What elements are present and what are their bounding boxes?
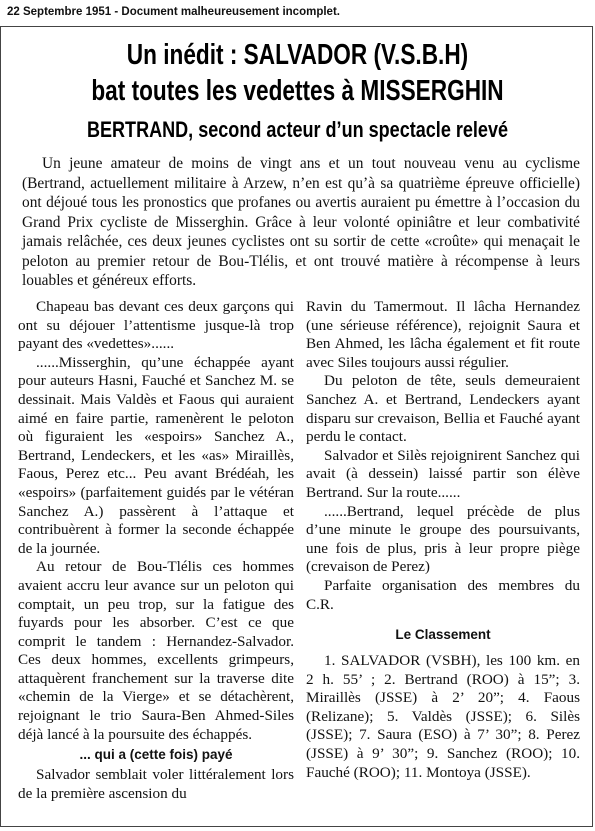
left-paragraph-1: Chapeau bas devant ces deux garçons qui ont su déjouer l’attentisme jusque-là trop payant des «vedettes»...... (18, 298, 294, 353)
document-caption: 22 Septembre 1951 - Document malheureusement incomplet. (7, 6, 340, 18)
right-column (306, 298, 580, 782)
classement-results: 1. SALVADOR (VSBH), les 100 km. en 2 h. 55’ ; 2. Bertrand (ROO) à 15”; 3. Miraillès (JSSE) à 2’ 20”; 4. Faous (Relizane); 5. Valdès (JSSE); 6. Silès (JSSE); 7. Saura (ESO) à 7’ 30”; 8. Perez (JSSE) à 9’ 30”; 9. Sanchez (ROO); 10. Fauché (ROO); 11. Montoya (JSSE). (306, 652, 580, 781)
section-subtitle: ... qui a (cette fois) payé (79, 747, 233, 763)
left-column (18, 298, 294, 803)
headline-line-1: Un inédit : SALVADOR (V.S.B.H) (126, 39, 469, 71)
headline-line-2: bat toutes les vedettes à MISSERGHIN (91, 75, 504, 107)
left-paragraph-2: ......Misserghin, qu’une échappée ayant pour auteurs Hasni, Fauché et Sanchez M. se dessinait. Mais Valdès et Faous qui auraient aimé en faire partie, ramenèrent le peloton où figuraient les «espoirs» Sanchez A., Bertrand, Lendeckers, et les «as» Miraillès, Faous, Perez etc... Peu avant Brédéah, les «espoirs» (parfaitement guidés par le vétéran Sanchez A.) passèrent à l’attaque et contribuèrent à former la seconde échappée de la journée. (18, 353, 294, 557)
right-paragraph-1: Ravin du Tamermout. Il lâcha Hernandez (une sérieuse référence), rejoignit Saura et Ben Ahmed, les lâcha également et fit route avec Siles toujours aussi régulier. (306, 298, 580, 371)
classement-title: Le Classement (395, 627, 491, 643)
left-paragraph-3: Au retour de Bou-Tlélis ces hommes avaient accru leur avance sur un peloton qui comptait, un peu trop, sur la fatigue des fuyards pour les absorber. C’est ce que comprit le tandem : Hernandez-Salvador. Ces deux hommes, excellents grimpeurs, attaquèrent franchement sur la traverse dite «chemin de la Vierge» et se détachèrent, rejoignant le trio Saura-Ben Ahmed-Siles déjà lancé à la poursuite des échappés. (18, 558, 294, 743)
left-paragraph-4: Salvador semblait voler littéralement lors de la première ascension du (18, 766, 294, 802)
right-paragraph-2: Du peloton de tête, seuls demeuraient Sanchez A. et Bertrand, Lendeckers ayant disparu sur crevaison, Bellia et Fauché ayant perdu le contact. (306, 372, 580, 446)
right-paragraph-5: Parfaite organisation des membres du C.R. (306, 576, 580, 613)
subheadline: BERTRAND, second acteur d’un spectacle relevé (86, 117, 509, 142)
right-paragraph-4: ......Bertrand, lequel précède de plus d’une minute le groupe des poursuivants, une fois de plus, pris à leur propre piège (crevaison de Perez) (306, 502, 580, 576)
right-paragraph-3: Salvador et Silès rejoignirent Sanchez qui avait (à dessein) laissé partir son élève Bertrand. Sur la route...... (306, 446, 580, 501)
lede-paragraph: Un jeune amateur de moins de vingt ans et un tout nouveau venu au cyclisme (Bertrand, actuellement militaire à Arzew, n’en est qu’à sa quatrième épreuve officielle) ont déjoué tous les pronostics que profanes ou avertis auraient pu émettre à l’occasion du Grand Prix cycliste de Misserghin. Grâce à leur volonté opiniâtre et leur combativité jamais relâchée, ces deux jeunes cyclistes ont su sortir de cette «croûte» qui menaçait le peloton au premier retour de Bou-Tlélis, et ont trouvé matière à récompense à leurs louables et généreux efforts. (22, 155, 580, 289)
